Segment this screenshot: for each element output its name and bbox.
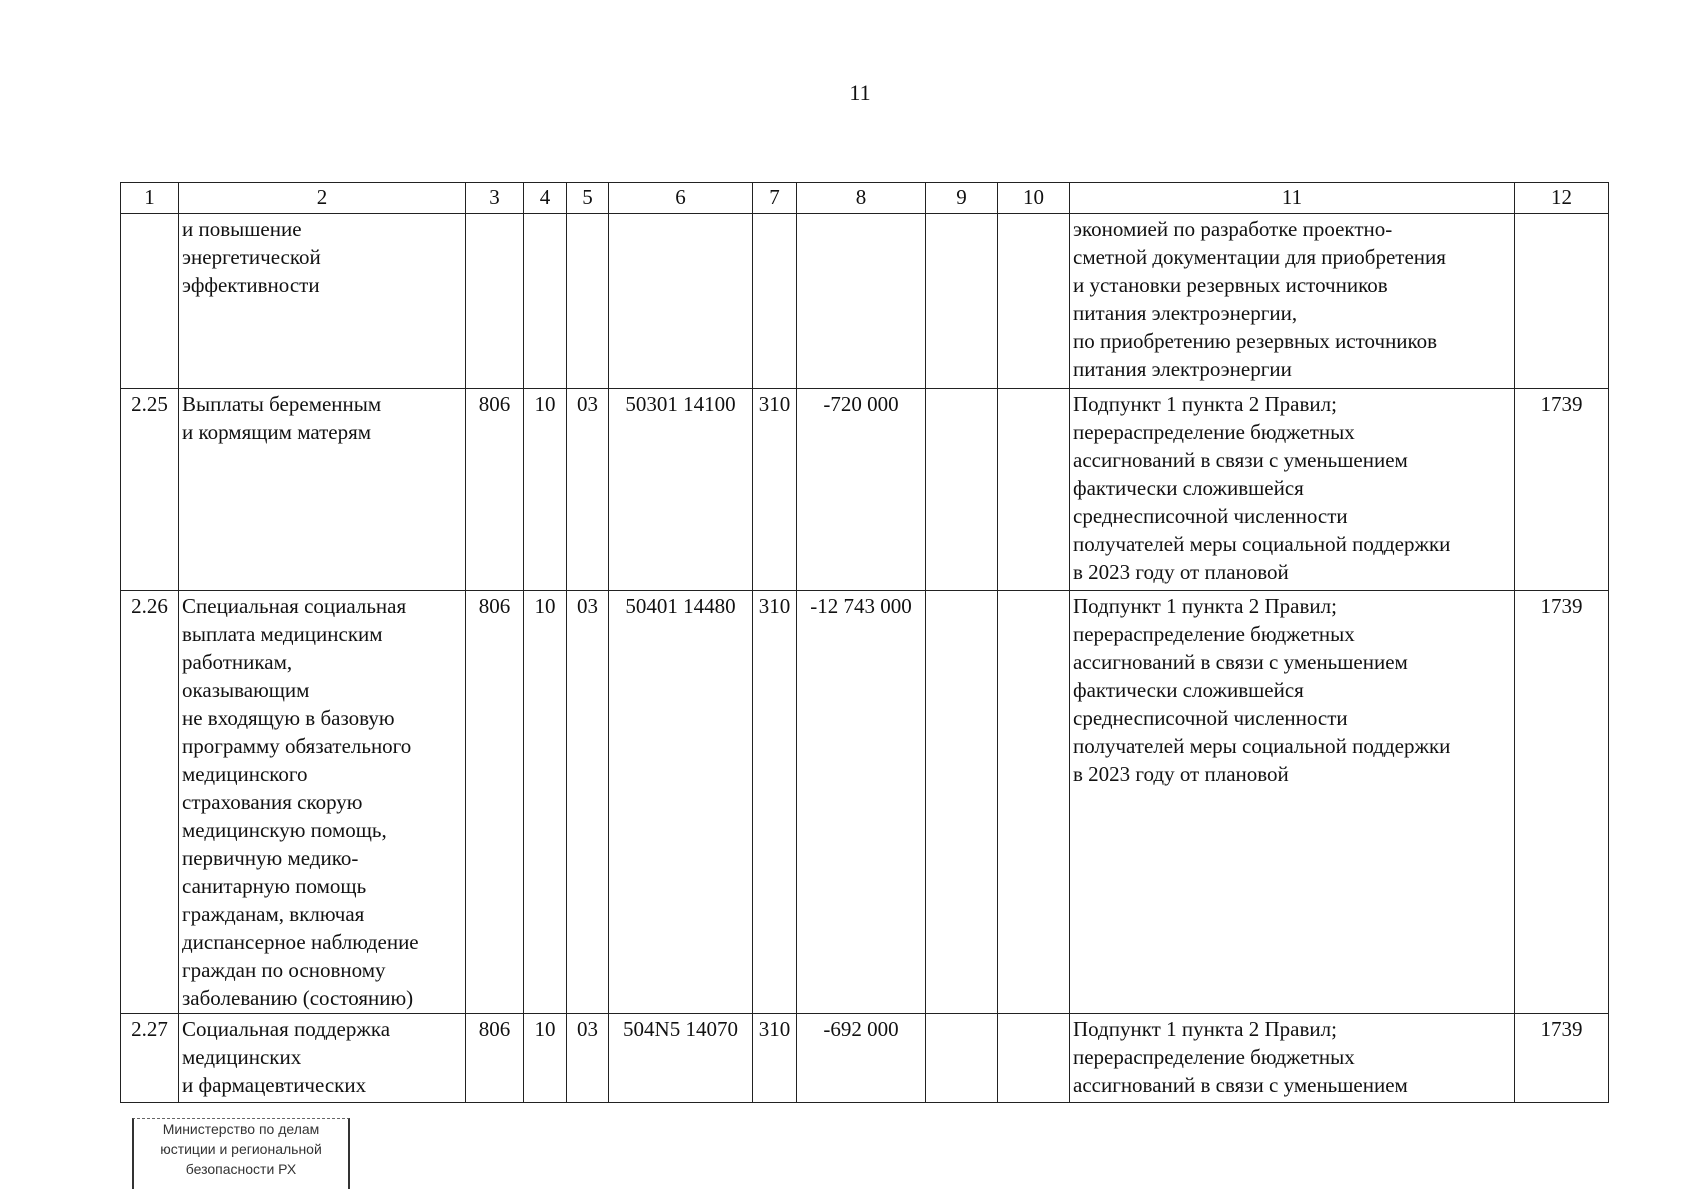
item-name-cell: Выплаты беременным и кормящим матерям	[179, 389, 466, 591]
column-header-6: 6	[609, 183, 753, 214]
table-row	[121, 214, 1609, 389]
table-row	[121, 591, 1609, 1014]
amount-cell: -720 000	[797, 389, 926, 591]
basis-cell: Подпункт 1 пункта 2 Правил; перераспределение бюджетных ассигнований в связи с уменьшением	[1070, 1014, 1515, 1103]
row-number-cell: 2.27	[121, 1014, 179, 1103]
column-12-cell	[1515, 214, 1609, 389]
item-name-cell: и повышение энергетической эффективности	[179, 214, 466, 389]
amount-cell: -692 000	[797, 1014, 926, 1103]
header-row	[121, 183, 1609, 214]
column-10-cell	[998, 591, 1070, 1014]
page-number: 11	[849, 80, 871, 105]
stamp-line: Министерство по делам	[162, 1121, 320, 1137]
expense-type-cell: 310	[753, 389, 797, 591]
column-header-7: 7	[753, 183, 797, 214]
column-header-4: 4	[524, 183, 567, 214]
item-name-cell: Социальная поддержка медицинских и фармацевтических	[179, 1014, 466, 1103]
row-number-cell: 2.26	[121, 591, 179, 1014]
column-10-cell	[998, 389, 1070, 591]
column-12-cell: 1739	[1515, 1014, 1609, 1103]
amount-cell	[797, 214, 926, 389]
subsection-cell: 03	[567, 389, 609, 591]
column-9-cell	[926, 214, 998, 389]
row-number-cell: 2.25	[121, 389, 179, 591]
section-cell: 10	[524, 389, 567, 591]
column-header-2: 2	[179, 183, 466, 214]
column-10-cell	[998, 1014, 1070, 1103]
column-9-cell	[926, 389, 998, 591]
target-article-cell: 50401 14480	[609, 591, 753, 1014]
expense-type-cell: 310	[753, 591, 797, 1014]
stamp-line: безопасности РХ	[185, 1161, 297, 1177]
column-12-cell: 1739	[1515, 591, 1609, 1014]
column-header-3: 3	[466, 183, 524, 214]
column-10-cell	[998, 214, 1070, 389]
code-cell: 806	[466, 389, 524, 591]
basis-cell: экономией по разработке проектно- сметной документации для приобретения и установки резервных источников питания электроэнергии, по приобретению резервных источников питания электроэнергии	[1070, 214, 1515, 389]
row-number-cell	[121, 214, 179, 389]
code-cell: 806	[466, 591, 524, 1014]
column-header-11: 11	[1070, 183, 1515, 214]
code-cell: 806	[466, 1014, 524, 1103]
amount-cell: -12 743 000	[797, 591, 926, 1014]
subsection-cell: 03	[567, 1014, 609, 1103]
basis-cell: Подпункт 1 пункта 2 Правил; перераспределение бюджетных ассигнований в связи с уменьшением фактически сложившейся среднесписочной численности получателей меры социальной поддержки в 2023 году от плановой	[1070, 389, 1515, 591]
column-header-1: 1	[121, 183, 179, 214]
column-header-12: 12	[1515, 183, 1609, 214]
expense-type-cell: 310	[753, 1014, 797, 1103]
column-header-8: 8	[797, 183, 926, 214]
column-header-9: 9	[926, 183, 998, 214]
column-header-5: 5	[567, 183, 609, 214]
section-cell: 10	[524, 591, 567, 1014]
code-cell	[466, 214, 524, 389]
subsection-cell: 03	[567, 591, 609, 1014]
column-12-cell: 1739	[1515, 389, 1609, 591]
target-article-cell	[609, 214, 753, 389]
section-cell: 10	[524, 1014, 567, 1103]
basis-cell: Подпункт 1 пункта 2 Правил; перераспределение бюджетных ассигнований в связи с уменьшением фактически сложившейся среднесписочной численности получателей меры социальной поддержки в 2023 году от плановой	[1070, 591, 1515, 1014]
table-row	[121, 389, 1609, 591]
column-header-10: 10	[998, 183, 1070, 214]
ministry-stamp	[132, 1118, 350, 1189]
item-name-cell: Специальная социальная выплата медицинским работникам, оказывающим не входящую в базовую программу обязательного медицинского страхования скорую медицинскую помощь, первичную медико- санитарную помощь гражданам, включая диспансерное наблюдение граждан по основному заболеванию (состоянию)	[179, 591, 466, 1014]
stamp-line: юстиции и региональной	[160, 1141, 322, 1157]
expense-type-cell	[753, 214, 797, 389]
budget-table	[120, 182, 1609, 1103]
column-9-cell	[926, 591, 998, 1014]
column-9-cell	[926, 1014, 998, 1103]
target-article-cell: 504N5 14070	[609, 1014, 753, 1103]
target-article-cell: 50301 14100	[609, 389, 753, 591]
section-cell	[524, 214, 567, 389]
table-row	[121, 1014, 1609, 1103]
subsection-cell	[567, 214, 609, 389]
